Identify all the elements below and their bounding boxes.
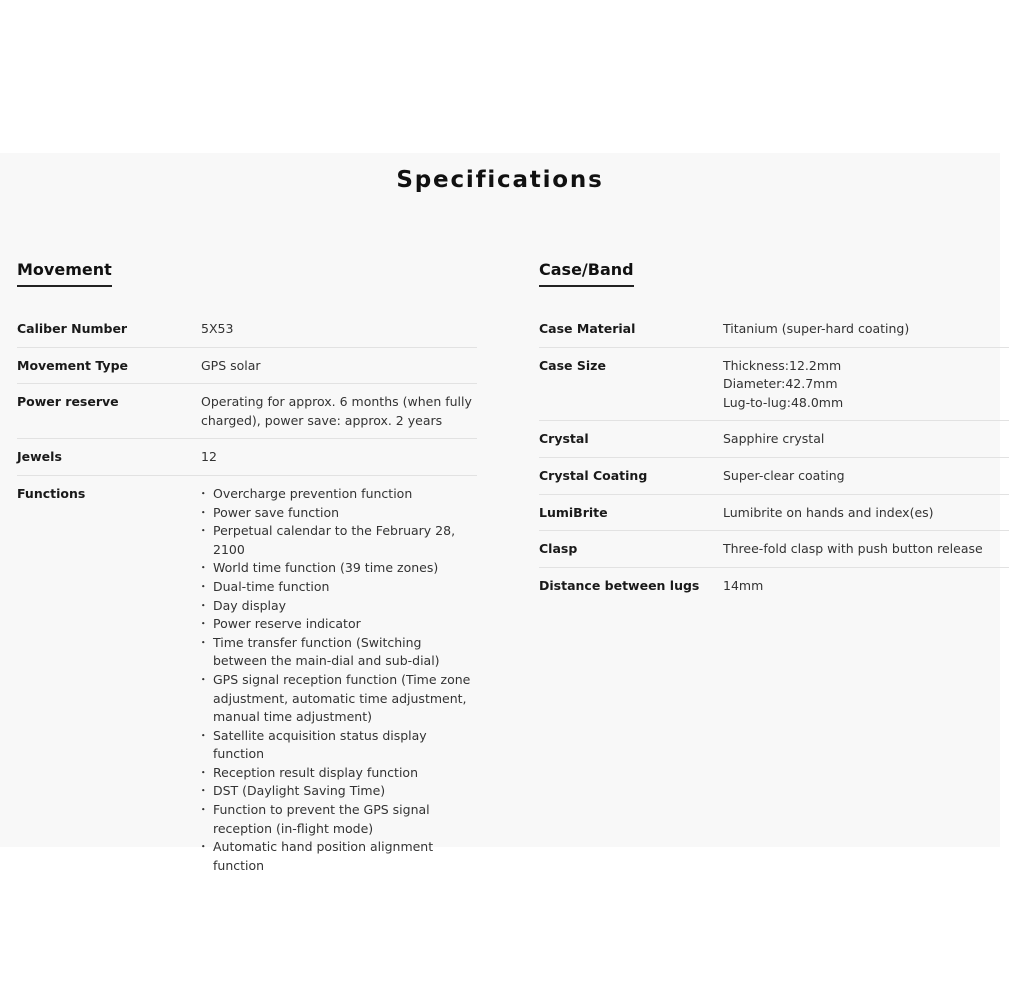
spec-label: Crystal bbox=[539, 431, 589, 447]
spec-label: Jewels bbox=[17, 449, 62, 465]
spec-value: Operating for approx. 6 months (when fully charged), power save: approx. 2 years bbox=[201, 394, 472, 428]
spec-row-power-reserve bbox=[17, 384, 477, 439]
function-item: ・ Power save function bbox=[201, 504, 477, 523]
functions-list bbox=[201, 485, 477, 875]
spec-label: Functions bbox=[17, 485, 86, 501]
spec-value bbox=[201, 475, 477, 883]
movement-spec-table bbox=[17, 311, 477, 883]
spec-label: Movement Type bbox=[17, 357, 128, 373]
function-item: ・ Overcharge prevention function bbox=[201, 485, 477, 504]
function-item: ・ Perpetual calendar to the February 28, 2100 bbox=[201, 522, 477, 559]
function-item: ・ Reception result display function bbox=[201, 764, 477, 783]
spec-row-lumibrite bbox=[539, 494, 1009, 531]
case-band-section bbox=[539, 260, 1009, 603]
spec-row-crystal-coating bbox=[539, 457, 1009, 494]
movement-heading: Movement bbox=[17, 260, 112, 287]
function-item: ・ Automatic hand position alignment function bbox=[201, 838, 477, 875]
case-size-diameter: Diameter:42.7mm bbox=[723, 376, 838, 392]
function-item: ・ Satellite acquisition status display function bbox=[201, 727, 477, 764]
spec-label: Clasp bbox=[539, 541, 578, 557]
spec-row-jewels bbox=[17, 439, 477, 476]
function-item: ・ Function to prevent the GPS signal reception (in-flight mode) bbox=[201, 801, 477, 838]
spec-label: LumiBrite bbox=[539, 504, 608, 520]
case-band-heading: Case/Band bbox=[539, 260, 634, 287]
function-item: ・ Power reserve indicator bbox=[201, 615, 477, 634]
case-size-lug-to-lug: Lug-to-lug:48.0mm bbox=[723, 394, 844, 410]
spec-row-clasp bbox=[539, 531, 1009, 568]
spec-row-case-size bbox=[539, 347, 1009, 421]
spec-row-caliber-number bbox=[17, 311, 477, 347]
page-title: Specifications bbox=[396, 167, 604, 193]
case-band-spec-table bbox=[539, 311, 1009, 603]
function-item: ・ Time transfer function (Switching between the main-dial and sub-dial) bbox=[201, 634, 477, 671]
spec-row-distance-between-lugs bbox=[539, 567, 1009, 603]
spec-label: Case Size bbox=[539, 357, 606, 373]
spec-value: Titanium (super-hard coating) bbox=[723, 321, 910, 336]
spec-row-crystal bbox=[539, 421, 1009, 458]
function-item: ・ GPS signal reception function (Time zone adjustment, automatic time adjustment, manual time adjustment) bbox=[201, 671, 477, 727]
function-item: ・ Dual-time function bbox=[201, 578, 477, 597]
spec-row-movement-type bbox=[17, 347, 477, 384]
spec-value: Sapphire crystal bbox=[723, 431, 825, 447]
spec-label: Distance between lugs bbox=[539, 577, 700, 593]
movement-section bbox=[17, 260, 477, 883]
case-size-thickness: Thickness:12.2mm bbox=[723, 357, 842, 373]
spec-label: Power reserve bbox=[17, 394, 119, 410]
spec-value: 12 bbox=[201, 449, 217, 465]
function-item: ・ DST (Daylight Saving Time) bbox=[201, 782, 477, 801]
spec-label: Crystal Coating bbox=[539, 467, 648, 483]
function-item: ・ Day display bbox=[201, 597, 477, 616]
spec-value: Super-clear coating bbox=[723, 467, 845, 483]
spec-row-case-material bbox=[539, 311, 1009, 347]
spec-row-functions bbox=[17, 475, 477, 883]
spec-value bbox=[723, 347, 1009, 421]
specifications-panel bbox=[0, 153, 1000, 873]
spec-value: 5X53 bbox=[201, 321, 234, 336]
spec-value: 14mm bbox=[723, 577, 764, 593]
spec-label: Caliber Number bbox=[17, 321, 128, 336]
spec-value: Three-fold clasp with push button release bbox=[723, 541, 983, 557]
spec-label: Case Material bbox=[539, 321, 636, 336]
spec-value: Lumibrite on hands and index(es) bbox=[723, 504, 934, 520]
spec-value: GPS solar bbox=[201, 357, 261, 373]
function-item: ・ World time function (39 time zones) bbox=[201, 559, 477, 578]
